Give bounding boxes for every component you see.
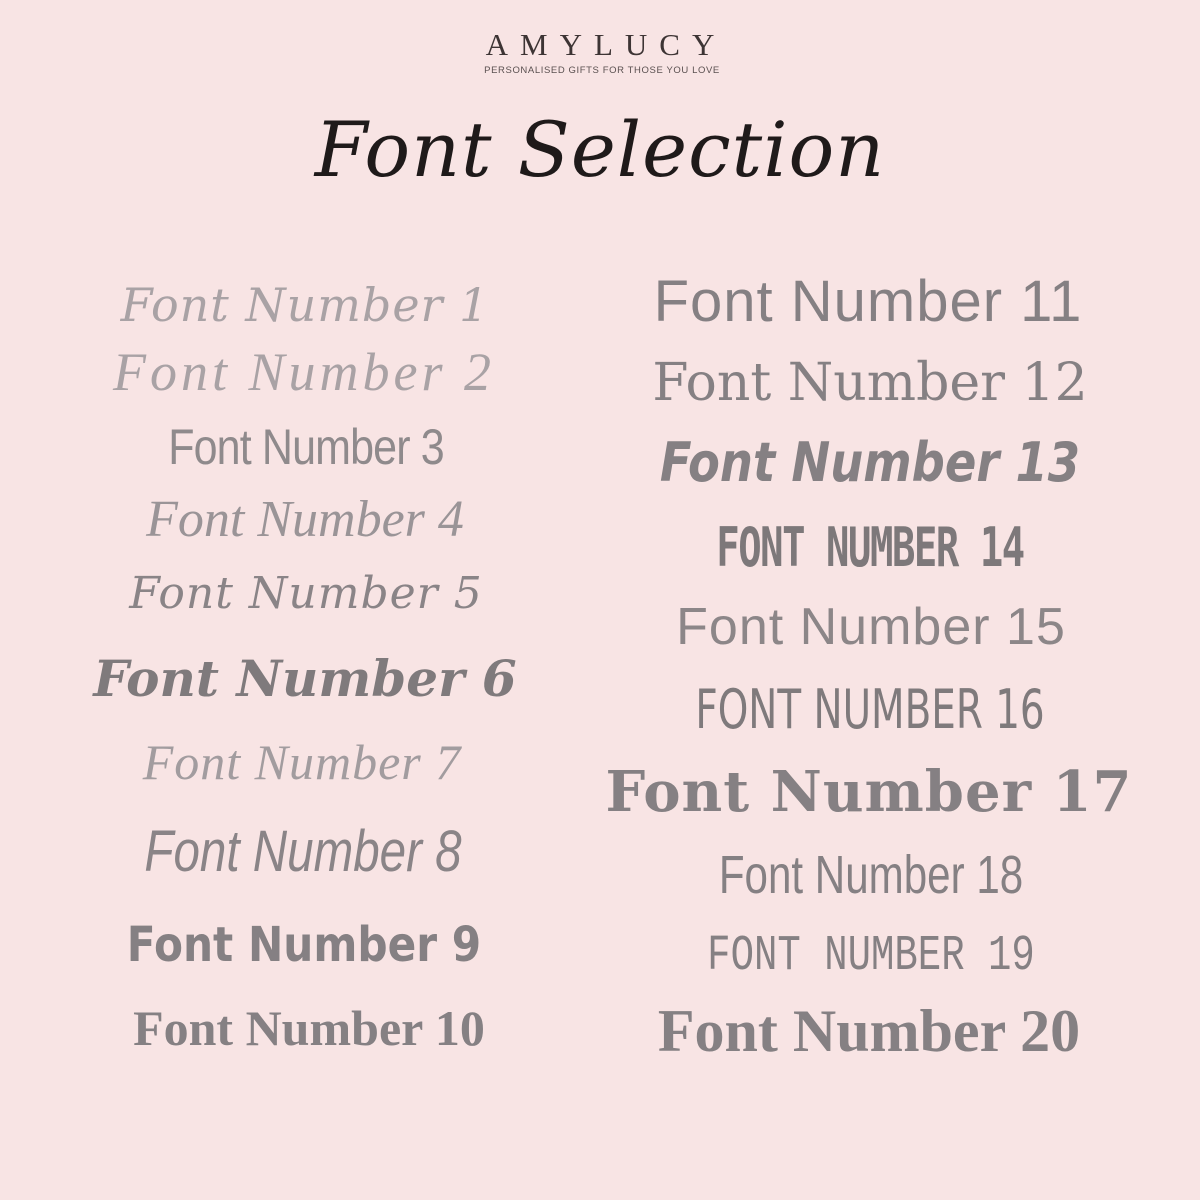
font-sample-15: Font Number 15: [676, 598, 1066, 656]
font-sample-10: Font Number 10: [133, 1000, 485, 1056]
font-sample-6: Font Number 6: [93, 649, 517, 708]
font-sample-3: Font Number 3: [168, 419, 444, 475]
font-sample-19: FONT NUMBER 19: [707, 928, 1035, 985]
font-sample-5: Font Number 5: [129, 568, 483, 619]
font-sample-1: Font Number 1: [120, 278, 490, 332]
font-sample-18: Font Number 18: [718, 845, 1024, 905]
font-sample-4: Font Number 4: [146, 491, 464, 548]
font-sample-12: Font Number 12: [652, 353, 1088, 413]
font-sample-11: Font Number 11: [653, 269, 1083, 334]
font-sample-9: Font Number 9: [126, 917, 482, 973]
font-sample-2: Font Number 2: [113, 342, 495, 402]
font-sample-14: FONT NUMBER 14: [716, 516, 1024, 579]
font-sample-13: Font Number 13: [659, 431, 1081, 494]
brand-logo-name: AMYLUCY: [485, 27, 727, 62]
font-sample-7: Font Number 7: [142, 734, 462, 790]
font-sample-17: Font Number 17: [605, 759, 1133, 825]
font-sample-20: Font Number 20: [657, 998, 1081, 1064]
font-sample-16: FONT NUMBER 16: [695, 678, 1045, 741]
font-sample-8: Font Number 8: [144, 819, 462, 884]
brand-tagline: PERSONALISED GIFTS FOR THOSE YOU LOVE: [484, 65, 720, 76]
page-title: Font Selection: [314, 105, 886, 194]
